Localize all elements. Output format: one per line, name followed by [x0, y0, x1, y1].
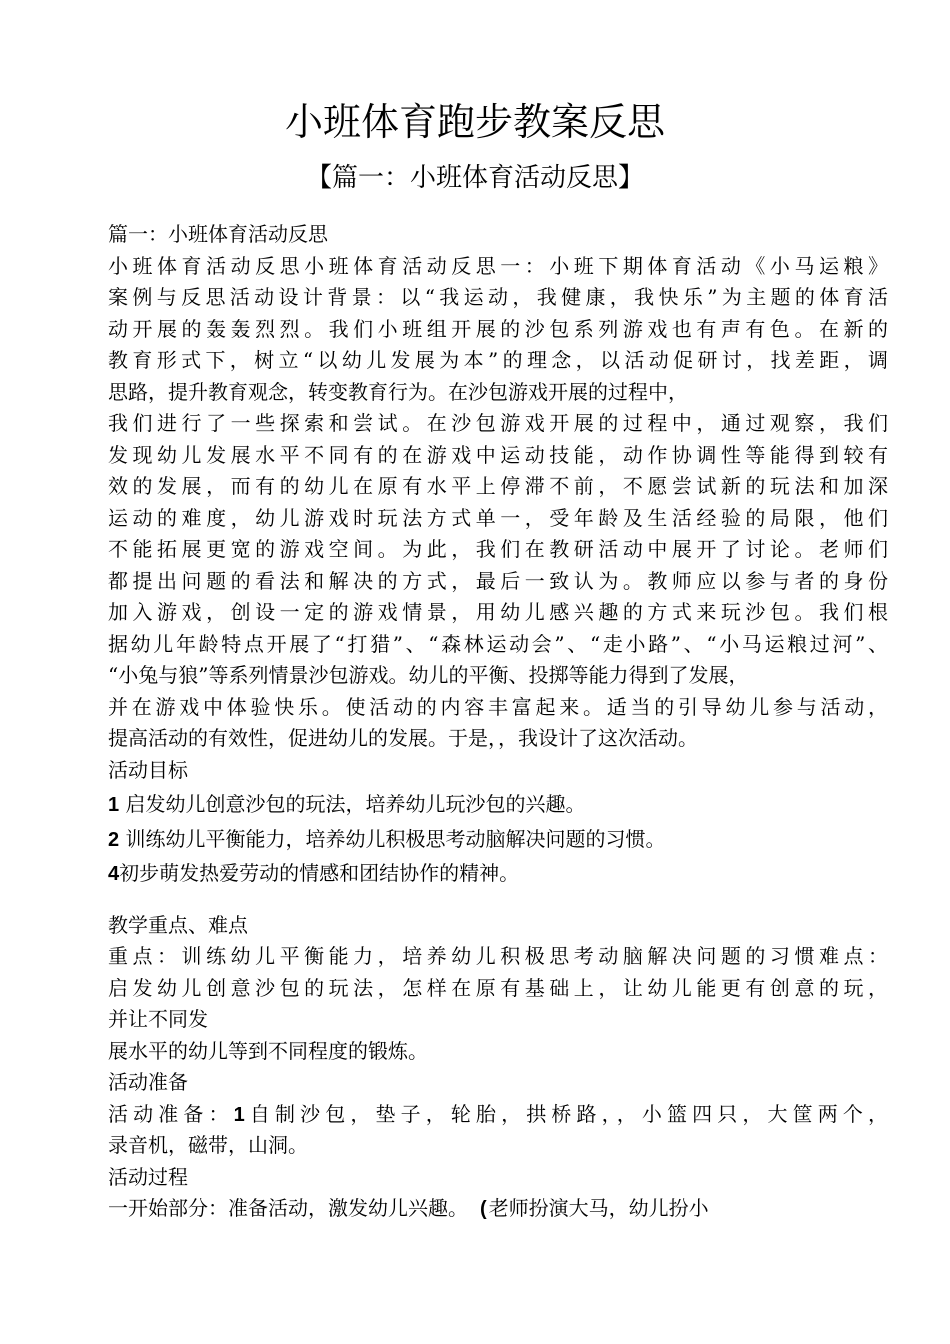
body-line: 重点：训练幼儿平衡能力，培养幼儿积极思考动脑解决问题的习惯难点：	[108, 944, 888, 968]
goal-text: 初步萌发热爱劳动的情感和团结协作的精神。	[119, 861, 520, 885]
body-line: 不能拓展更宽的游戏空间。为此，我们在教研活动中展开了讨论。老师们	[108, 537, 888, 561]
preparation-line	[108, 1099, 888, 1131]
body-line: 运动的难度，幼儿游戏时玩法方式单一，受年龄及生活经验的局限，他们	[108, 505, 888, 530]
body-line: 并在游戏中体验快乐。使活动的内容丰富起来。适当的引导幼儿参与活动，	[108, 694, 888, 719]
body-line: 并让不同发	[108, 1007, 208, 1031]
body-line: 小班体育活动反思小班体育活动反思一：小班下期体育活动《小马运粮》	[108, 253, 888, 278]
body-line: 我们进行了一些探索和尝试。在沙包游戏开展的过程中，通过观察，我们	[108, 411, 888, 435]
body-line: 加入游戏，创设一定的游戏情景，用幼儿感兴趣的方式来玩沙包。我们根	[108, 600, 888, 624]
body-line: 录音机，磁带，山洞。	[108, 1133, 308, 1157]
body-line: 提高活动的有效性，促进幼儿的发展。于是，，我设计了这次活动。	[108, 726, 698, 750]
preparation-text: 自制沙包，垫子，轮胎，拱桥路，，小篮四只，大筐两个，	[244, 1101, 888, 1126]
section-heading-goals: 活动目标	[108, 757, 188, 782]
body-line: 篇一：小班体育活动反思	[108, 222, 328, 246]
goal-number: 2	[108, 828, 120, 851]
process-prefix: 一开始部分：准备活动，激发幼儿兴趣。	[108, 1196, 468, 1220]
goal-item	[108, 858, 888, 890]
section-heading-preparation: 活动准备	[108, 1070, 188, 1094]
section-heading-process: 活动过程	[108, 1164, 188, 1189]
body-line: 思路，提升教育观念，转变教育行为。在沙包游戏开展的过程中，	[108, 379, 688, 404]
process-line	[108, 1193, 888, 1225]
body-line: 案例与反思活动设计背景：以“我运动，我健康，我快乐”为主题的体育活	[108, 285, 888, 309]
preparation-prefix: 活动准备：	[108, 1101, 234, 1126]
goal-number: 1	[108, 794, 120, 816]
body-line: 展水平的幼儿等到不同程度的锻炼。	[108, 1038, 428, 1063]
body-line: 动开展的轰轰烈烈。我们小班组开展的沙包系列游戏也有声有色。在新的	[108, 316, 888, 341]
process-paren: (	[480, 1198, 487, 1220]
body-line: “小兔与狼”等系列情景沙包游戏。幼儿的平衡、投掷等能力得到了发展，	[108, 663, 749, 687]
body-line: 效的发展，而有的幼儿在原有水平上停滞不前，不愿尝试新的玩法和加深	[108, 474, 888, 498]
goal-text: 训练幼儿平衡能力，培养幼儿积极思考动脑解决问题的习惯。	[119, 826, 666, 851]
process-text: 老师扮演大马，幼儿扮小	[488, 1196, 709, 1220]
preparation-number: 1	[233, 1103, 245, 1126]
goal-number: 4	[108, 863, 120, 885]
body-line: 发现幼儿发展水平不同有的在游戏中运动技能，动作协调性等能得到较有	[108, 442, 888, 467]
body-line: 启发幼儿创意沙包的玩法，怎样在原有基础上，让幼儿能更有创意的玩，	[108, 975, 888, 1000]
body-line: 教育形式下，树立“以幼儿发展为本”的理念，以活动促研讨，找差距，调	[108, 348, 888, 372]
document-body	[108, 219, 888, 1225]
body-line: 据幼儿年龄特点开展了“打猎”、“森林运动会”、“走小路”、“小马运粮过河”、	[108, 631, 888, 656]
page-title: 小班体育跑步教案反思	[284, 100, 665, 144]
section-subtitle: 【篇一：小班体育活动反思】	[305, 163, 644, 193]
goal-item	[108, 789, 888, 821]
goal-text: 启发幼儿创意沙包的玩法，培养幼儿玩沙包的兴趣。	[119, 792, 586, 816]
section-heading-key-points: 教学重点、难点	[108, 912, 248, 937]
goal-item	[108, 824, 888, 856]
body-line: 都提出问题的看法和解决的方式，最后一致认为。教师应以参与者的身份	[108, 568, 888, 593]
